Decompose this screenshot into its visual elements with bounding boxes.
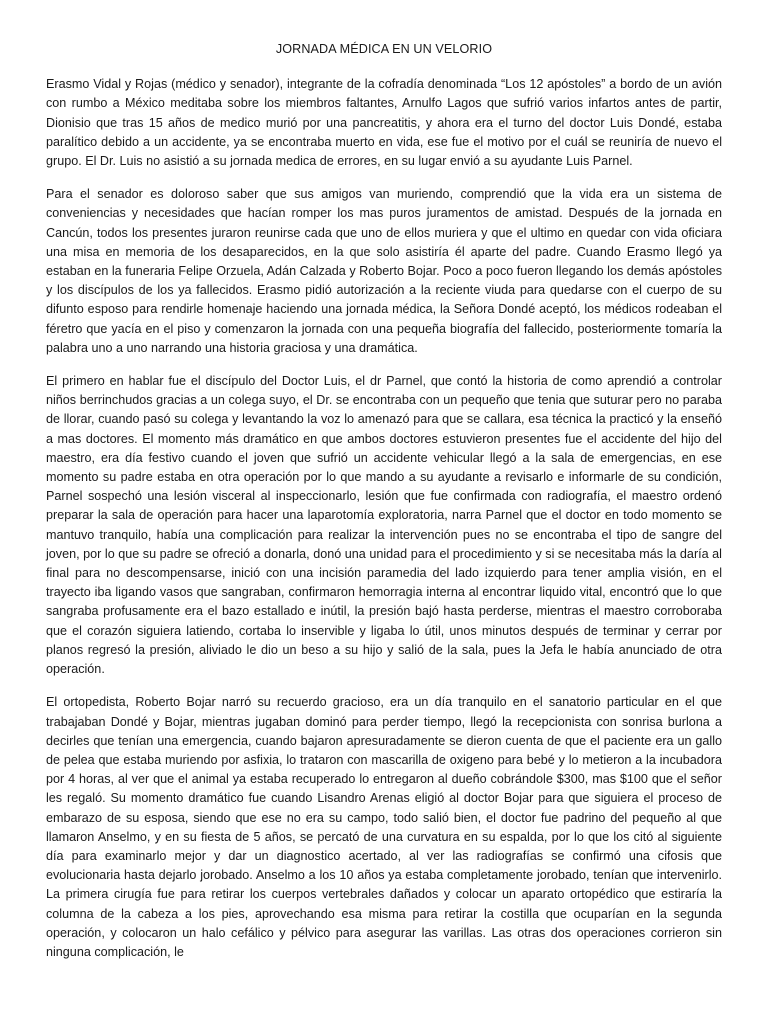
document-title: JORNADA MÉDICA EN UN VELORIO (275, 42, 493, 56)
paragraph-4: El ortopedista, Roberto Bojar narró su recuerdo gracioso, era un día tranquilo en el sanatorio particular en el que trabajaban Dondé y Bojar, mientras jugaban dominó para perder tiempo, llegó la recepcionista con sonrisa burlona a decirles que tenían una emergencia, cuando bajaron apresuradamente se dieron cuenta de que el paciente era un gallo de pelea que estaba muriendo por asfixia, lo trataron con mascarilla de oxigeno para bebé y lo metieron a la incubadora por 4 horas, al ver que el animal ya estaba recuperado lo entregaron al dueño cobrándole $300, mas $100 que el señor les regaló. Su momento dramático fue cuando Lisandro Arenas eligió al doctor Bojar para que siguiera el proceso de embarazo de su esposa, siendo que ese no era su campo, todo salió bien, el doctor fue padrino del pequeño al que llamaron Anselmo, y en su fiesta de 5 años, se percató de una curvatura en su espalda, por lo que los citó al siguiente día para examinarlo mejor y dar un diagnostico acertado, al ver las radiografías se confirmó una cifosis que evolucionaria hasta dejarlo jorobado. Anselmo a los 10 años ya estaba completamente jorobado, tenían que intervenirlo. La primera cirugía fue para retirar los cuerpos vertebrales dañados y colocar un aparato ortopédico que estiraría la columna de la cabeza a los pies, aprovechando esa misma para retirar la costilla que ocuparían en la segunda operación, y colocaron un halo cefálico y pélvico para asegurar las varillas. Las otras dos operaciones corrieron sin ninguna complicación, le (46, 695, 722, 959)
paragraph-2: Para el senador es doloroso saber que sus amigos van muriendo, comprendió que la vida era un sistema de conveniencias y necesidades que hacían romper los mas puros juramentos de amistad. Después de la jornada en Cancún, todos los presentes juraron reunirse cada que uno de ellos muriera y que el ultimo en quedar con vida oficiara una misa en memoria de los desaparecidos, en la que solo asistiría él aparte del padre. Cuando Erasmo llegó ya estaban en la funeraria Felipe Orzuela, Adán Calzada y Roberto Bojar. Poco a poco fueron llegando los demás apóstoles y los discípulos de los ya fallecidos. Erasmo pidió autorización a la reciente viuda para quedarse con el cuerpo de su difunto esposo para rendirle homenaje haciendo una jornada médica, la Señora Dondé aceptó, los médicos rodeaban el féretro que yacía en el piso y comenzaron la jornada con una pequeña biografía del fallecido, posteriormente tomaría la palabra uno a uno narrando una historia graciosa y una dramática. (46, 187, 722, 355)
paragraph-3: El primero en hablar fue el discípulo del Doctor Luis, el dr Parnel, que contó la historia de como aprendió a controlar niños berrinchudos gracias a un colega suyo, el Dr. se encontraba con un pequeño que tenia que suturar pero no paraba de llorar, cuando pasó su colega y levantando la voz lo amenazó para que se callara, esa técnica la practicó y la enseñó a mas doctores. El momento más dramático en que ambos doctores estuvieron presentes fue el accidente del hijo del maestro, era día festivo cuando el joven que sufrió un accidente vehicular llegó a la sala de emergencias, en ese momento su padre estaba en otra operación por lo que mando a su ayudante a revisarlo e informarle de su condición, Parnel sospechó una lesión visceral al inspeccionarlo, lesión que fue confirmada con radiografía, el maestro ordenó preparar la sala de operación para hacer una laparotomía exploratoria, narra Parnel que el doctor en todo momento se mantuvo tranquilo, había una complicación para realizar la intervención pues no se encontraba el tipo de sangre del joven, por lo que su padre se ofreció a donarla, donó una unidad para el procedimiento y si se necesitaba más la daría al final para no descompensarse, inició con una incisión paramedia del lado izquierdo para tener amplia visión, en el trayecto iba ligando vasos que sangraban, confirmaron hemorragia interna al encontrar liquido vital, encontró que lo que sangraba profusamente era el bazo estallado e inútil, la presión bajó hasta perderse, mientras el maestro corroboraba que el corazón siguiera latiendo, cortaba lo inservible y ligaba lo útil, unos minutos después de terminar y cerrar por planos regresó la presión, aliviado le dio un beso a su hijo y salió de la sala, pues la Jefa le había anunciado de otra operación. (46, 374, 722, 677)
paragraph-1: Erasmo Vidal y Rojas (médico y senador), integrante de la cofradía denominada “Los 12 apóstoles” a bordo de un avión con rumbo a México meditaba sobre los miembros faltantes, Arnulfo Lagos que sufrió varios infartos antes de partir, Dionisio que tras 15 años de medico murió por una pancreatitis, y ahora era el turno del doctor Luis Dondé, estaba paralítico debido a un accidente, ya se encontraba muerto en vida, ese fue el motivo por el cuál se reuniría de nuevo el grupo. El Dr. Luis no asistió a su jornada medica de errores, en su lugar envió a su ayudante Luis Parnel. (46, 77, 722, 169)
